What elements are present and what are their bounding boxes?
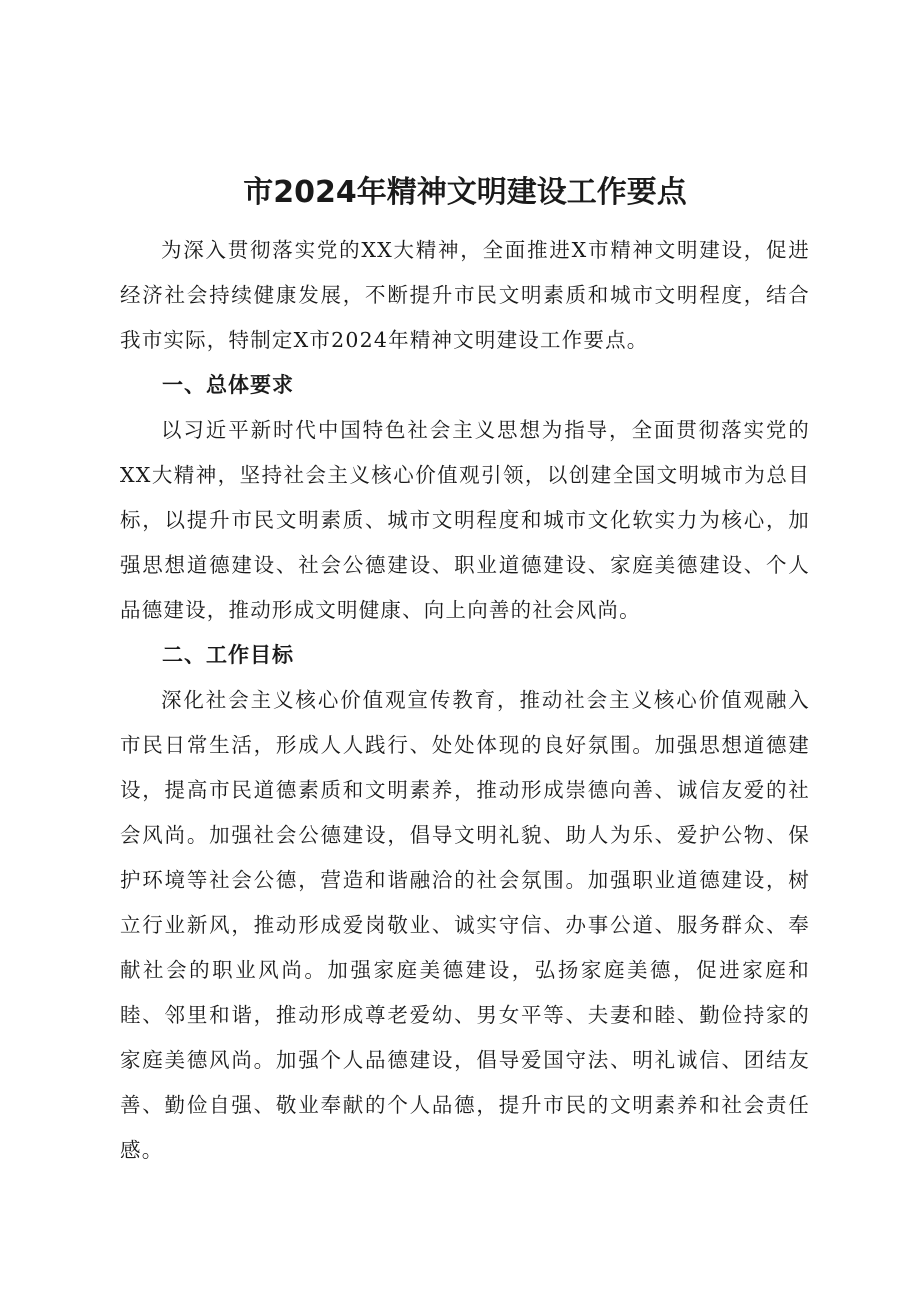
document-content [120,170,810,1173]
section-body-overall-requirements: 以习近平新时代中国特色社会主义思想为指导，全面贯彻落实党的XX大精神，坚持社会主义核心价值观引领，以创建全国文明城市为总目标，以提升市民文明素质、城市文明程度和城市文化软实力为核心，加强思想道德建设、社会公德建设、职业道德建设、家庭美德建设、个人品德建设，推动形成文明健康、向上向善的社会风尚。 [120,418,810,622]
section-body-work-goals: 深化社会主义核心价值观宣传教育，推动社会主义核心价值观融入市民日常生活，形成人人践行、处处体现的良好氛围。加强思想道德建设，提高市民道德素质和文明素养，推动形成崇德向善、诚信友爱的社会风尚。加强社会公德建设，倡导文明礼貌、助人为乐、爱护公物、保护环境等社会公德，营造和谐融洽的社会氛围。加强职业道德建设，树立行业新风，推动形成爱岗敬业、诚实守信、办事公道、服务群众、奉献社会的职业风尚。加强家庭美德建设，弘扬家庭美德，促进家庭和睦、邻里和谐，推动形成尊老爱幼、男女平等、夫妻和睦、勤俭持家的家庭美德风尚。加强个人品德建设，倡导爱国守法、明礼诚信、团结友善、勤俭自强、敬业奉献的个人品德，提升市民的文明素养和社会责任感。 [120,688,810,1162]
section-heading-overall-requirements: 一、总体要求 [162,373,294,397]
intro-paragraph: 为深入贯彻落实党的XX大精神，全面推进X市精神文明建设，促进经济社会持续健康发展，不断提升市民文明素质和城市文明程度，结合我市实际，特制定X市2024年精神文明建设工作要点。 [120,238,810,352]
document-title: 市2024年精神文明建设工作要点 [243,175,687,210]
section-heading-work-goals: 二、工作目标 [162,643,294,667]
